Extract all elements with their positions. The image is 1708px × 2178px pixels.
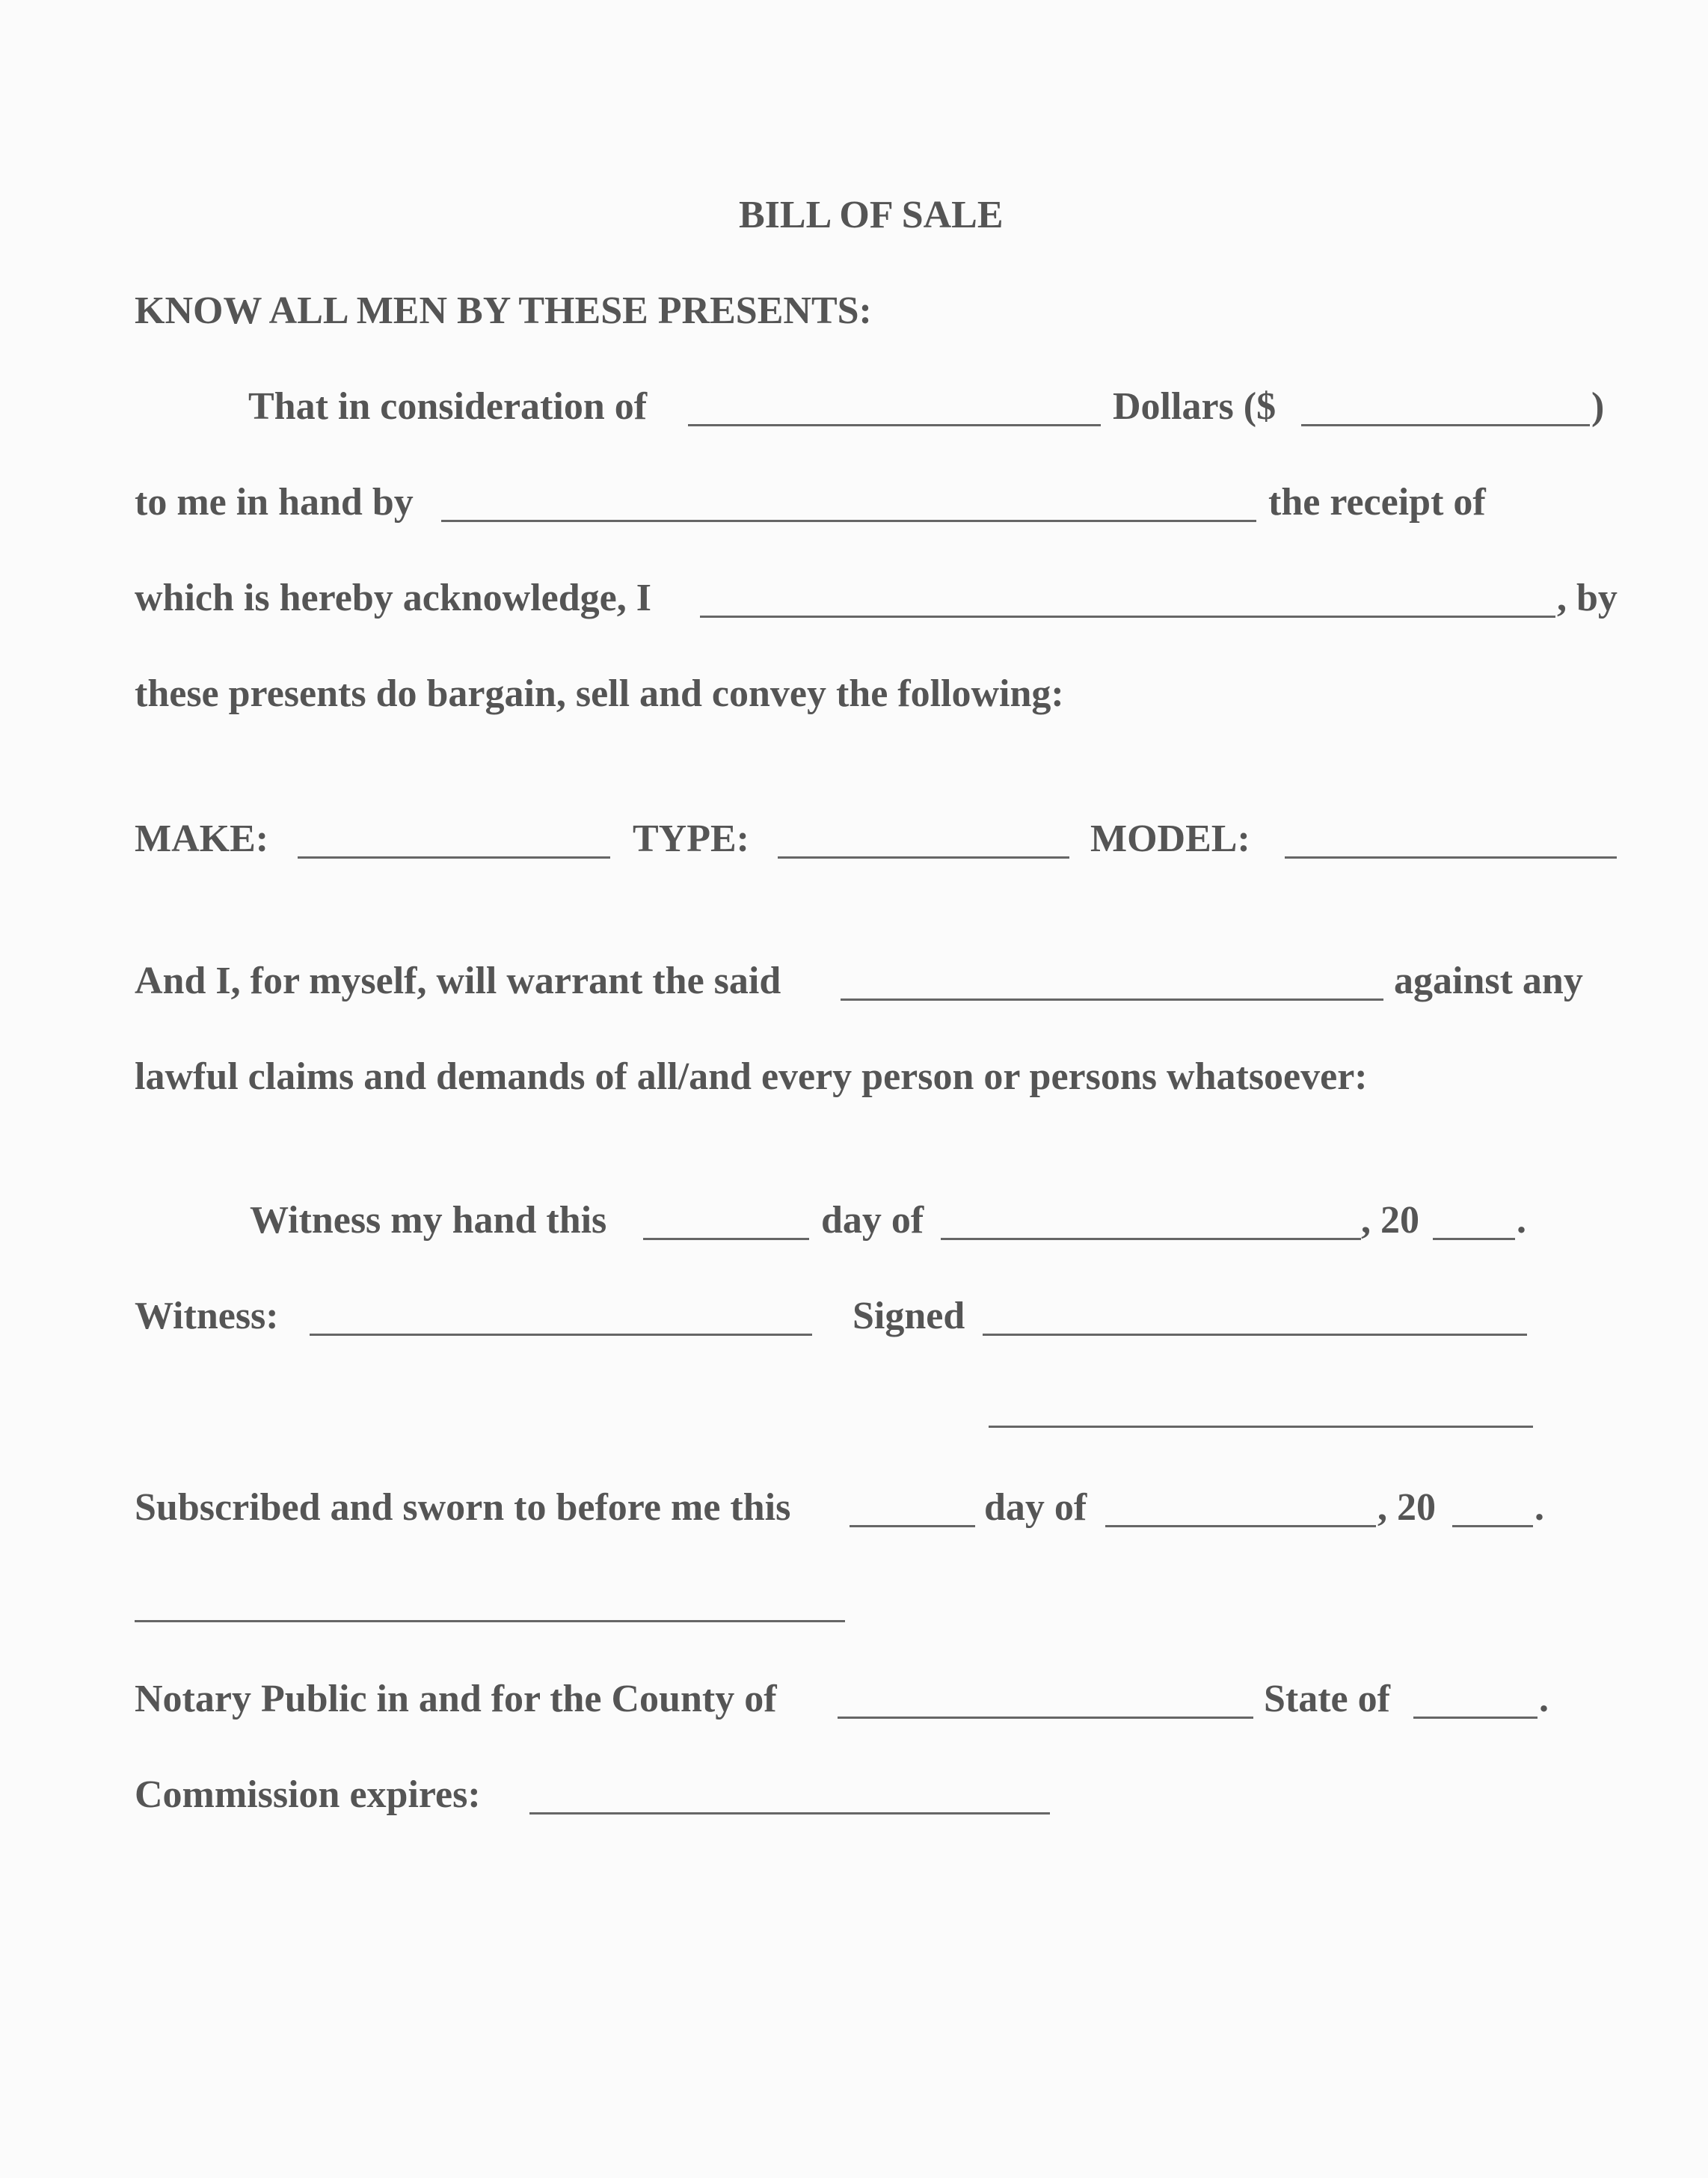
seller-signature-second-line[interactable] (989, 1426, 1533, 1428)
witness-month-field[interactable] (941, 1238, 1361, 1240)
consideration-amount-number-field[interactable] (1301, 424, 1590, 426)
convey-statement: these presents do bargain, sell and convey the following: (135, 672, 1064, 715)
witness-day-of-label: day of (821, 1199, 924, 1242)
witness-period: . (1517, 1199, 1526, 1242)
by-label: , by (1557, 577, 1618, 619)
paid-by-label: to me in hand by (135, 481, 414, 524)
payer-name-field[interactable] (441, 520, 1256, 522)
commission-expiry-field[interactable] (529, 1812, 1050, 1815)
notary-signature-field[interactable] (135, 1620, 845, 1622)
make-field[interactable] (298, 856, 610, 859)
seller-name-field[interactable] (700, 616, 1555, 618)
warrant-label: And I, for myself, will warrant the said (135, 960, 781, 1002)
state-of-label: State of (1264, 1678, 1390, 1720)
seller-signature-field[interactable] (983, 1334, 1527, 1336)
make-label: MAKE: (135, 817, 269, 860)
witness-year-prefix: , 20 (1361, 1199, 1419, 1242)
dollars-label: Dollars ($ (1113, 385, 1277, 428)
witness-label: Witness: (135, 1295, 279, 1337)
acknowledge-label: which is hereby acknowledge, I (135, 577, 651, 619)
close-paren: ) (1591, 385, 1605, 428)
witness-day-field[interactable] (643, 1238, 809, 1240)
against-any-label: against any (1394, 960, 1583, 1002)
notary-county-label: Notary Public in and for the County of (135, 1678, 777, 1720)
sworn-year-field[interactable] (1452, 1525, 1533, 1527)
state-field[interactable] (1413, 1717, 1537, 1719)
sworn-day-field[interactable] (850, 1525, 975, 1527)
preamble-heading: KNOW ALL MEN BY THESE PRESENTS: (135, 289, 872, 332)
claims-statement: lawful claims and demands of all/and every person or persons whatsoever: (135, 1055, 1368, 1098)
notary-period: . (1539, 1678, 1549, 1720)
sworn-year-prefix: , 20 (1377, 1486, 1436, 1529)
witness-hand-label: Witness my hand this (250, 1199, 607, 1242)
sworn-day-of-label: day of (984, 1486, 1087, 1529)
witness-year-field[interactable] (1433, 1238, 1515, 1240)
receipt-label: the receipt of (1268, 481, 1486, 524)
model-label: MODEL: (1090, 817, 1250, 860)
sworn-label: Subscribed and sworn to before me this (135, 1486, 791, 1529)
consideration-label: That in consideration of (248, 385, 648, 428)
sworn-period: . (1535, 1486, 1544, 1529)
consideration-amount-words-field[interactable] (688, 424, 1101, 426)
model-field[interactable] (1285, 856, 1617, 859)
document-title: BILL OF SALE (739, 194, 1004, 236)
warranted-item-field[interactable] (841, 998, 1383, 1001)
sworn-month-field[interactable] (1105, 1525, 1376, 1527)
county-field[interactable] (838, 1717, 1253, 1719)
type-field[interactable] (778, 856, 1069, 859)
witness-signature-field[interactable] (310, 1334, 812, 1336)
type-label: TYPE: (633, 817, 749, 860)
signed-label: Signed (853, 1295, 965, 1337)
commission-label: Commission expires: (135, 1773, 481, 1816)
